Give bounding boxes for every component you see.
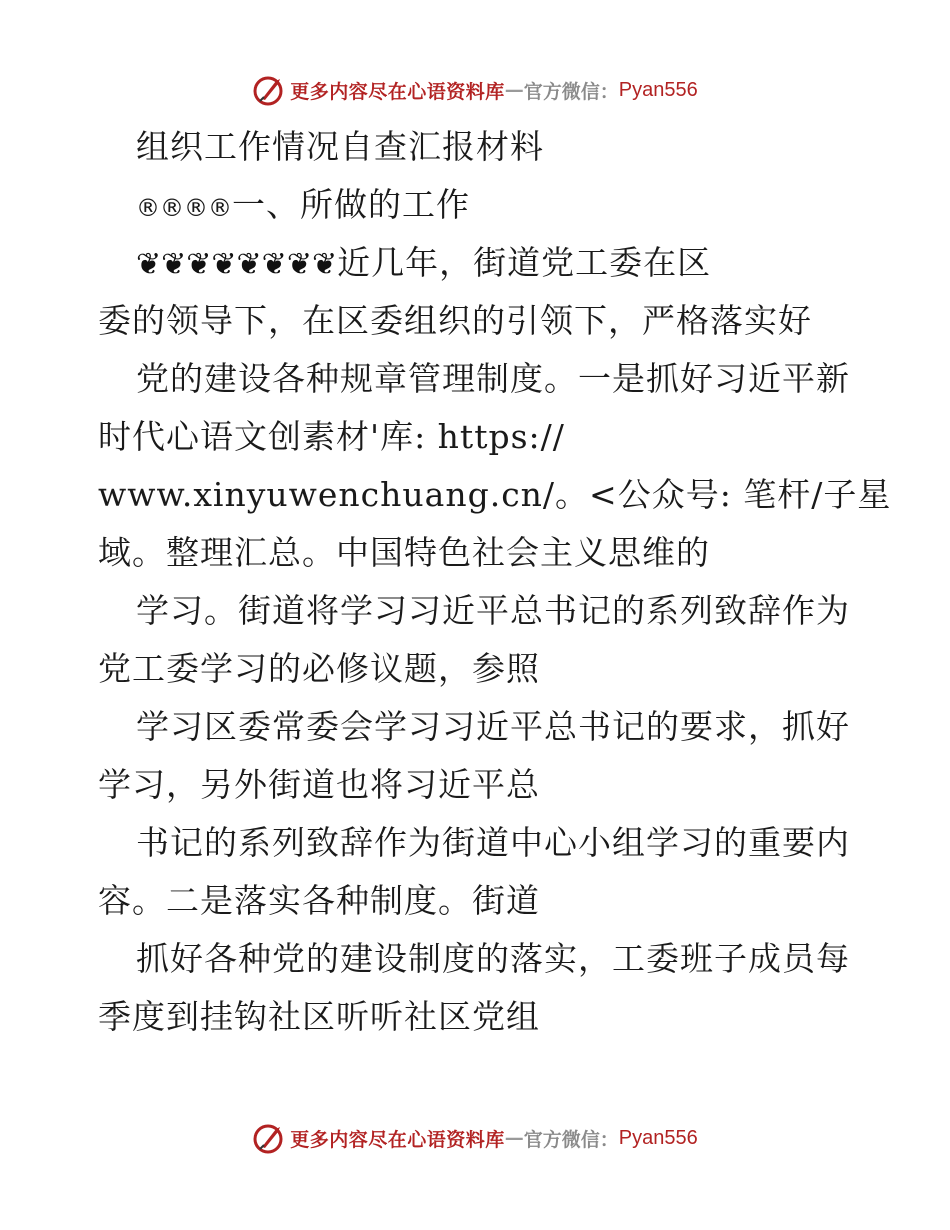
paragraph-line: 学习。街道将学习习近平总书记的系列致辞作为 — [136, 591, 850, 630]
footer-watermark — [0, 1118, 950, 1158]
paragraph-line: 季度到挂钩社区听听社区党组 — [98, 997, 540, 1036]
quill-logo-icon — [252, 73, 286, 107]
watermark-account: Pyan556 — [618, 1126, 698, 1149]
paragraph-line — [98, 234, 858, 292]
line-text: 近几年，街道党工委在区 — [337, 243, 712, 282]
watermark-label: 官方微信： — [523, 1128, 619, 1151]
heading-text: 一、所做的工作 — [232, 185, 470, 224]
watermark-main-text: 更多内容尽在心语资料库 — [290, 1128, 505, 1151]
section-heading — [98, 176, 858, 234]
lead-marks: ❦❦❦❦❦❦❦❦ — [136, 247, 338, 282]
document-title: 组织工作情况自查汇报材料 — [136, 127, 544, 166]
paragraph-line: 委的领导下，在区委组织的引领下，严格落实好 — [98, 301, 812, 340]
quill-logo-icon — [252, 1121, 286, 1155]
paragraph-line: 容。二是落实各种制度。街道 — [98, 881, 540, 920]
paragraph-line: 时代心语文创素材'库: https:// — [98, 417, 565, 456]
watermark-account: Pyan556 — [618, 78, 698, 101]
paragraph-line: 学习区委常委会学习习近平总书记的要求，抓好 — [136, 707, 850, 746]
paragraph-line: www.xinyuwenchuang.cn/。<公众号: 笔杆/子星 — [98, 475, 892, 514]
paragraph-line: 党的建设各种规章管理制度。一是抓好习近平新 — [136, 359, 850, 398]
watermark-main-text: 更多内容尽在心语资料库 — [290, 80, 505, 103]
header-watermark — [0, 70, 950, 110]
paragraph-line: 域。整理汇总。中国特色社会主义思维的 — [98, 533, 710, 572]
watermark-label: 官方微信： — [523, 80, 619, 103]
paragraph-line: 学习，另外街道也将习近平总 — [98, 765, 540, 804]
paragraph-line: 抓好各种党的建设制度的落实，工委班子成员每 — [136, 939, 850, 978]
watermark-separator: — — [504, 79, 524, 101]
heading-marks: ®®®® — [136, 194, 232, 222]
document-body — [98, 118, 892, 1046]
paragraph-line: 党工委学习的必修议题，参照 — [98, 649, 540, 688]
watermark-separator: — — [504, 1127, 524, 1149]
paragraph-line: 书记的系列致辞作为街道中心小组学习的重要内 — [136, 823, 850, 862]
